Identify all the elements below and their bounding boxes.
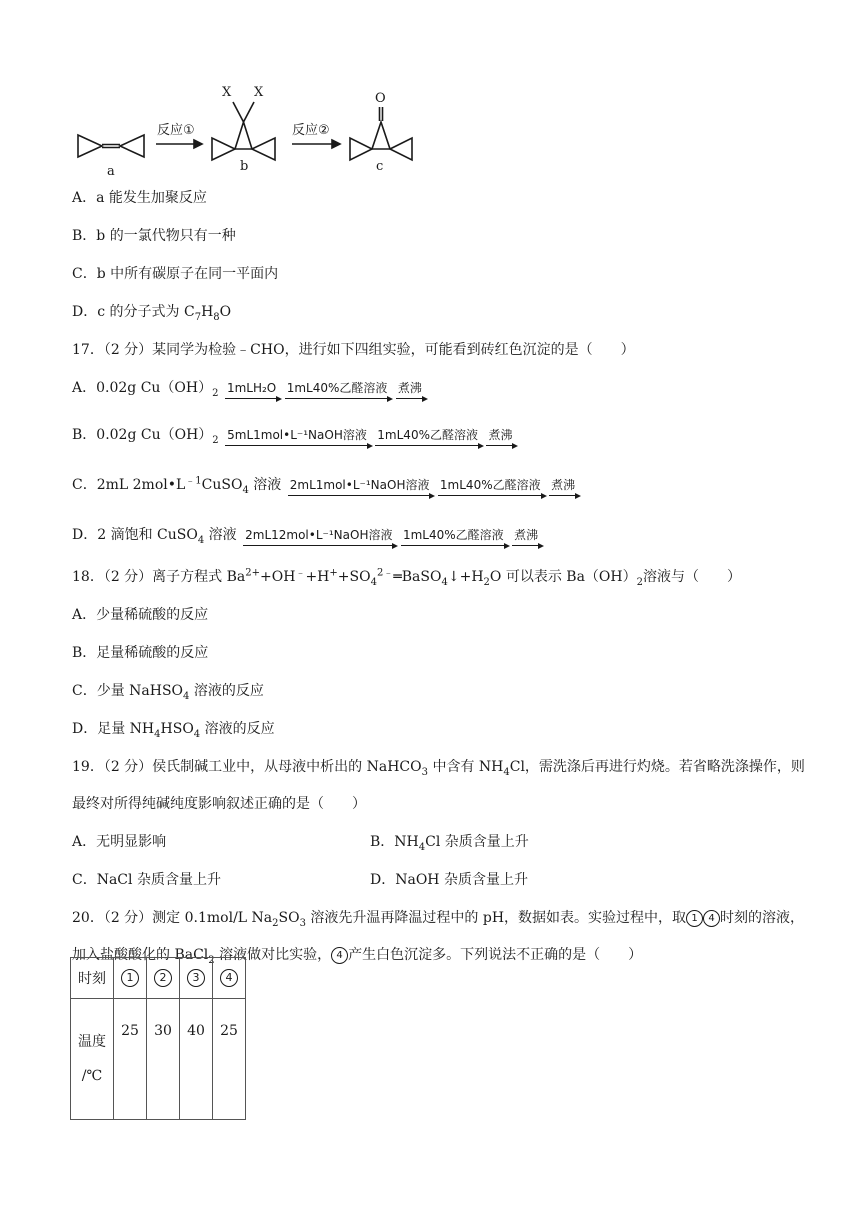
q17-option-a bbox=[72, 378, 424, 399]
text: HSO bbox=[160, 721, 194, 737]
table-cell bbox=[180, 958, 213, 999]
label-c: c bbox=[376, 159, 384, 174]
text: D．足量 NH bbox=[72, 721, 155, 737]
reagent-arrow bbox=[243, 525, 394, 546]
text: /℃ bbox=[81, 1068, 103, 1084]
text: O 可以表示 Ba（OH） bbox=[489, 569, 637, 585]
reagent-arrow bbox=[285, 378, 390, 399]
sub: 4 bbox=[441, 576, 448, 588]
text: 溶液的反应 bbox=[200, 721, 275, 737]
sub: 4 bbox=[242, 484, 249, 496]
text: +OH bbox=[260, 569, 296, 585]
q18-option-d bbox=[72, 719, 275, 739]
arrow-text: 5mL1mol•L⁻¹NaOH溶液 bbox=[225, 428, 369, 446]
text: B．NH bbox=[370, 834, 419, 850]
table-cell: 25 bbox=[114, 999, 147, 1120]
q19-option-b bbox=[370, 832, 529, 852]
arrow-text: 2mL12mol•L⁻¹NaOH溶液 bbox=[243, 528, 394, 546]
sub: 4 bbox=[193, 728, 201, 740]
sup: 2+ bbox=[245, 567, 261, 579]
arrow-text: 煮沸 bbox=[549, 478, 577, 496]
sup: 2﹣ bbox=[376, 567, 394, 579]
table-cell: 40 bbox=[180, 999, 213, 1120]
sub: 2 bbox=[636, 576, 643, 588]
arrow-text: 煮沸 bbox=[512, 528, 540, 546]
circled-number: 4 bbox=[703, 910, 720, 927]
sub: 7 bbox=[194, 311, 202, 323]
text: 溶液的反应 bbox=[189, 683, 264, 699]
reagent-arrow bbox=[401, 525, 506, 546]
arrow-text: 1mL40%乙醛溶液 bbox=[438, 478, 543, 496]
text: +SO bbox=[337, 569, 371, 585]
q19-option-a: A．无明显影响 bbox=[72, 834, 167, 850]
text: A．0.02g Cu（OH） bbox=[72, 380, 213, 396]
text: ═BaSO bbox=[393, 569, 442, 585]
reagent-arrow bbox=[549, 475, 577, 496]
q17-stem: 17．（2 分）某同学为检验﹣CHO，进行如下四组实验，可能看到砖红色沉淀的是（ ） bbox=[72, 342, 635, 358]
table-cell: 30 bbox=[147, 999, 180, 1120]
text: 溶液 bbox=[248, 477, 282, 493]
text: SO bbox=[278, 910, 300, 926]
text: 溶液先升温再降温过程中的 pH，数据如表。实验过程中，取 bbox=[305, 910, 687, 926]
q17-option-b bbox=[72, 425, 514, 446]
text: Cl 杂质含量上升 bbox=[425, 834, 529, 850]
circled-number: 1 bbox=[121, 969, 139, 987]
q17-option-c bbox=[72, 475, 577, 496]
q18-stem bbox=[72, 567, 741, 587]
circled-number: 4 bbox=[331, 947, 348, 964]
q16-option-d bbox=[72, 302, 231, 322]
circled-number: 4 bbox=[220, 969, 238, 987]
arrow-text: 1mL40%乙醛溶液 bbox=[375, 428, 480, 446]
molecule-a bbox=[78, 135, 144, 157]
q18-option-b: B．足量稀硫酸的反应 bbox=[72, 645, 209, 661]
sub: 8 bbox=[213, 311, 220, 323]
q19-stem-line2: 最终对所得纯碱纯度影响叙述正确的是（ ） bbox=[72, 796, 366, 812]
reagent-arrow bbox=[486, 425, 514, 446]
label-x2: X bbox=[254, 85, 264, 100]
text: C．少量 NaHSO bbox=[72, 683, 184, 699]
reagent-arrow bbox=[225, 425, 369, 446]
arrow-text: 煮沸 bbox=[396, 381, 424, 399]
text: 时刻的溶液， bbox=[720, 910, 805, 926]
text: 溶液与（ ） bbox=[642, 569, 741, 585]
text: D．2 滴饱和 CuSO bbox=[72, 527, 198, 543]
arrow-text: 煮沸 bbox=[486, 428, 514, 446]
sub: 4 bbox=[197, 534, 205, 546]
text: 溶液做对比实验， bbox=[214, 947, 332, 963]
sub: 4 bbox=[370, 576, 377, 588]
q16-option-c: C．b 中所有碳原子在同一平面内 bbox=[72, 266, 279, 282]
table-cell: 25 bbox=[213, 999, 246, 1120]
q17-option-d bbox=[72, 525, 540, 546]
text: O bbox=[219, 304, 232, 320]
q18-option-a: A．少量稀硫酸的反应 bbox=[72, 607, 209, 623]
label-a: a bbox=[107, 164, 115, 179]
table-head-temperature bbox=[71, 999, 114, 1120]
text: ↓+H bbox=[447, 569, 484, 585]
molecule-b bbox=[212, 102, 275, 160]
circled-number: 3 bbox=[187, 969, 205, 987]
text: 19．（2 分）侯氏制碱工业中，从母液中析出的 NaHCO bbox=[72, 759, 422, 775]
sub: 2 bbox=[212, 387, 219, 399]
table-row bbox=[71, 958, 246, 999]
q16-option-b: B．b 的一氯代物只有一种 bbox=[72, 228, 236, 244]
sub: 2 bbox=[208, 954, 215, 966]
molecule-c bbox=[350, 107, 412, 160]
reagent-arrow bbox=[438, 475, 543, 496]
table-head-time: 时刻 bbox=[71, 958, 114, 999]
text: 20．（2 分）测定 0.1mol/L Na bbox=[72, 910, 273, 926]
arrow-text: 2mL1mol•L⁻¹NaOH溶液 bbox=[288, 478, 432, 496]
text: C．2mL 2mol•L bbox=[72, 477, 186, 493]
text: B．0.02g Cu（OH） bbox=[72, 427, 213, 443]
arrow2-label: 反应② bbox=[292, 123, 330, 138]
sub: 4 bbox=[503, 766, 510, 778]
sub: 4 bbox=[418, 841, 426, 853]
table-cell bbox=[114, 958, 147, 999]
arrow-text: 1mLH₂O bbox=[225, 381, 278, 399]
reagent-arrow bbox=[512, 525, 540, 546]
text: 温度 bbox=[78, 1034, 106, 1050]
reagent-arrow bbox=[375, 425, 480, 446]
table-cell bbox=[147, 958, 180, 999]
arrow1-label: 反应① bbox=[157, 123, 195, 138]
q20-stem-line1 bbox=[72, 908, 804, 928]
label-o: O bbox=[375, 91, 386, 106]
reaction-scheme-diagram bbox=[70, 80, 440, 180]
reagent-arrow bbox=[288, 475, 432, 496]
text: 18．（2 分）离子方程式 Ba bbox=[72, 569, 246, 585]
sub: 2 bbox=[212, 434, 219, 446]
q18-option-c bbox=[72, 681, 264, 701]
q19-option-d: D．NaOH 杂质含量上升 bbox=[370, 872, 528, 888]
text: H bbox=[201, 304, 214, 320]
sup: ﹣1 bbox=[185, 475, 202, 487]
sub: 3 bbox=[299, 917, 306, 929]
text: 中含有 NH bbox=[428, 759, 504, 775]
text: 溶液 bbox=[204, 527, 237, 543]
q19-stem-line1 bbox=[72, 757, 805, 777]
label-b: b bbox=[240, 159, 249, 174]
sup: ﹣ bbox=[295, 567, 306, 579]
sub: 4 bbox=[154, 728, 161, 740]
reagent-arrow bbox=[396, 378, 424, 399]
text: 加入盐酸酸化的 BaCl bbox=[72, 947, 209, 963]
circled-number: 1 bbox=[686, 910, 703, 927]
text: Cl，需洗涤后再进行灼烧。若省略洗涤操作，则 bbox=[509, 759, 805, 775]
text: +H bbox=[305, 569, 330, 585]
table-cell bbox=[213, 958, 246, 999]
label-x1: X bbox=[222, 85, 232, 100]
arrow-text: 1mL40%乙醛溶液 bbox=[401, 528, 506, 546]
sup: + bbox=[329, 567, 338, 579]
text: CuSO bbox=[201, 477, 243, 493]
table-row bbox=[71, 999, 246, 1120]
text: D．c 的分子式为 C bbox=[72, 304, 195, 320]
q19-option-c: C．NaCl 杂质含量上升 bbox=[72, 872, 221, 888]
sub: 4 bbox=[183, 690, 190, 702]
reagent-arrow bbox=[225, 378, 278, 399]
arrow-text: 1mL40%乙醛溶液 bbox=[285, 381, 390, 399]
sub: 2 bbox=[483, 576, 490, 588]
sub: 2 bbox=[272, 917, 279, 929]
circled-number: 2 bbox=[154, 969, 172, 987]
sub: 3 bbox=[421, 766, 428, 778]
q16-option-a: A．a 能发生加聚反应 bbox=[72, 190, 207, 206]
text: 产生白色沉淀多。下列说法不正确的是（ ） bbox=[348, 947, 643, 963]
